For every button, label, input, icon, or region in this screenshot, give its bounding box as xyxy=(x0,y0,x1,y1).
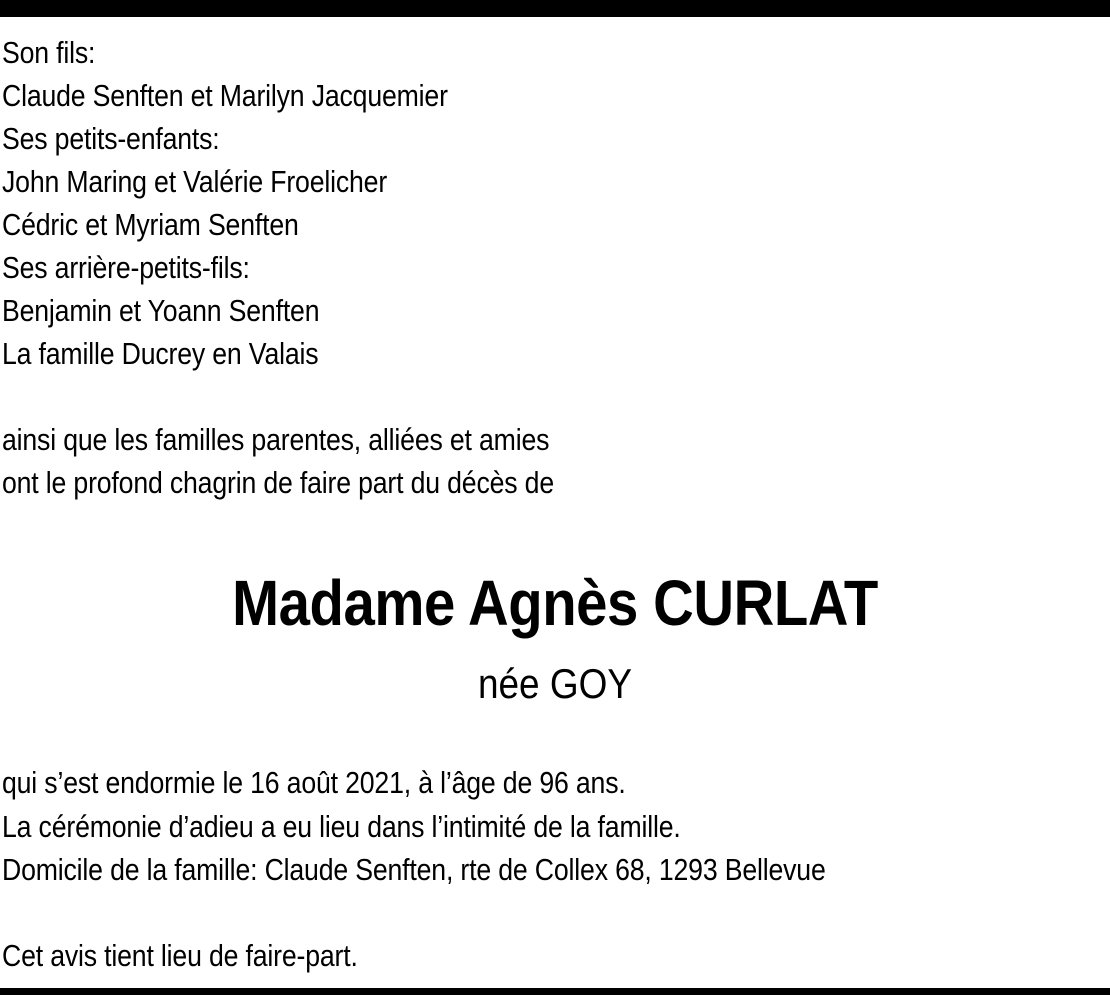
deceased-maiden-name: née GOY xyxy=(477,660,633,707)
family-line: Claude Senften et Marilyn Jacquemier xyxy=(2,78,448,113)
family-line: Cédric et Myriam Senften xyxy=(2,207,299,242)
family-line: La famille Ducrey en Valais xyxy=(2,336,319,371)
bottom-border-rule xyxy=(0,988,1110,995)
details-line: La cérémonie d’adieu a eu lieu dans l’intimité de la famille. xyxy=(2,809,681,844)
intro-line: ont le profond chagrin de faire part du décès de xyxy=(2,465,554,500)
intro-line: ainsi que les familles parentes, alliées et amies xyxy=(2,422,550,457)
family-line: Benjamin et Yoann Senften xyxy=(2,293,320,328)
family-line: Ses arrière-petits-fils: xyxy=(2,250,250,285)
closing-line: Cet avis tient lieu de faire-part. xyxy=(2,938,358,973)
family-line: Ses petits-enfants: xyxy=(2,121,220,156)
family-line: Son fils: xyxy=(2,35,96,70)
details-line: Domicile de la famille: Claude Senften, rte de Collex 68, 1293 Bellevue xyxy=(2,852,826,887)
family-line: John Maring et Valérie Froelicher xyxy=(2,164,388,199)
deceased-name: Madame Agnès CURLAT xyxy=(232,567,878,639)
details-line: qui s’est endormie le 16 août 2021, à l’âge de 96 ans. xyxy=(2,765,626,800)
